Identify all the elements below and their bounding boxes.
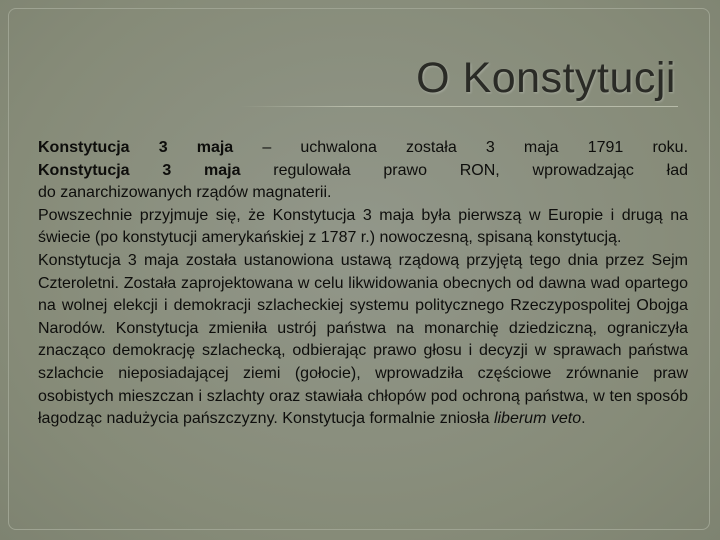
details-end: . bbox=[581, 410, 586, 428]
slide-title: O Konstytucji bbox=[416, 54, 676, 102]
bold-term: Konstytucja 3 maja bbox=[38, 139, 234, 156]
intro-line-2 bbox=[38, 160, 688, 183]
intro-text-1: – uchwalona została 3 maja 1791 roku. bbox=[233, 139, 689, 156]
paragraph-details bbox=[38, 250, 688, 431]
paragraph-first-in-europe: Powszechnie przyjmuje się, że Konstytucja 3 maja była pierwszą w Europie i drugą na świecie (po konstytucji amerykańskiej z 1787 r.) nowoczesną, spisaną konstytucją. bbox=[38, 206, 688, 247]
intro-text-3: do zanarchizowanych rządów magnaterii. bbox=[38, 184, 332, 202]
intro-text-2: regulowała prawo RON, wprowadzając ład bbox=[240, 161, 689, 179]
intro-line-1 bbox=[38, 137, 688, 160]
details-text: Konstytucja 3 maja została ustanowiona ustawą rządową przyjętą tego dnia przez Sejm Czteroletni. Została zaprojektowana w celu likwidowania obecnych od dawna wad opartego na wolnej elekcji i demokracji szlacheckiej systemu politycznego Rzeczypospolitej Obojga Narodów. Konstytucja zmieniła ustrój państwa na monarchię dziedziczną, ograniczyła znacząco demokrację szlachecką, odbierając prawo głosu i decyzji w sprawach państwa szlachcie nieposiadającej ziemi (gołocie), wprowadziła częściowe zrównanie praw osobistych mieszczan i szlachty oraz stawiała chłopów pod ochroną państwa, w ten sposób łagodząc nadużycia pańszczyzny. Konstytucja formalnie zniosła bbox=[38, 251, 688, 428]
bold-term: Konstytucja 3 maja bbox=[38, 161, 241, 179]
paragraph-intro bbox=[38, 137, 688, 205]
liberum-veto-term: liberum veto bbox=[493, 410, 582, 428]
title-divider bbox=[240, 106, 678, 107]
slide-body bbox=[38, 137, 688, 431]
